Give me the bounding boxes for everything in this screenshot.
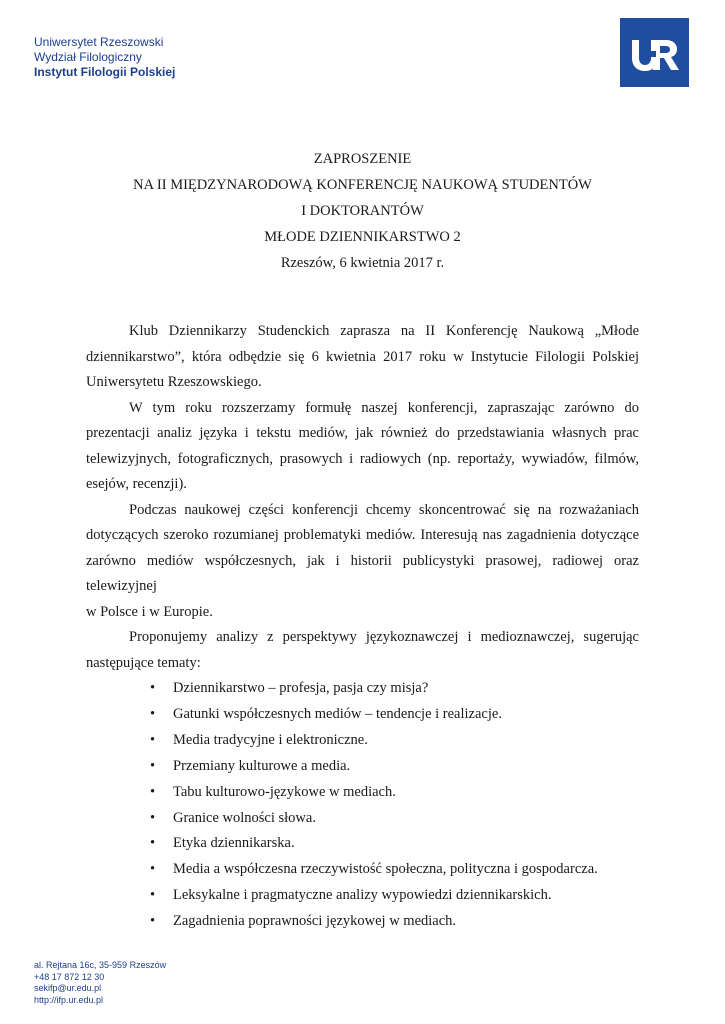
topic-text: Etyka dziennikarska. — [173, 835, 295, 852]
topic-text: Tabu kulturowo-językowe w mediach. — [173, 783, 396, 800]
university-name: Uniwersytet Rzeszowski — [34, 35, 164, 49]
university-logo — [620, 18, 689, 87]
bullet-icon: • — [150, 861, 156, 878]
topics-list — [86, 676, 639, 935]
letterhead — [34, 35, 175, 80]
footer-phone: +48 17 872 12 30 — [34, 971, 105, 982]
contact-footer — [34, 960, 166, 1006]
title-line-4: MŁODE DZIENNIKARSTWO 2 — [264, 229, 461, 245]
institute-name: Instytut Filologii Polskiej — [34, 65, 176, 79]
paragraph-formula: W tym roku rozszerzamy formułę naszej konferencji, zapraszając zarówno do prezentacji analiz języka i tekstu mediów, jak również do przedstawiania własnych prac telewizyjnych, fotograficznych, prasowych i radiowych (np. reportaży, wywiadów, filmów, esejów, recenzji). — [86, 399, 639, 492]
paragraph-topics-scope-cont: telewizyjnej — [86, 578, 157, 594]
list-item — [86, 806, 639, 832]
list-item — [86, 857, 639, 883]
bullet-icon: • — [150, 887, 156, 904]
paragraph-topics-scope-end: w Polsce i w Europie. — [86, 603, 213, 620]
bullet-icon: • — [150, 809, 156, 826]
bullet-icon: • — [150, 757, 156, 774]
ur-logo-icon — [620, 18, 689, 87]
list-item — [86, 883, 639, 909]
invitation-body — [86, 319, 639, 935]
bullet-icon: • — [150, 913, 156, 930]
list-item — [86, 831, 639, 857]
list-item — [86, 728, 639, 754]
footer-email[interactable]: sekifp@ur.edu.pl — [34, 983, 102, 993]
topic-text: Dziennikarstwo – profesja, pasja czy misja? — [173, 680, 429, 696]
faculty-name: Wydział Filologiczny — [34, 50, 142, 64]
topic-text: Zagadnienia poprawności językowej w mediach. — [173, 913, 457, 930]
bullet-icon: • — [150, 835, 156, 852]
list-item — [86, 702, 639, 728]
topic-text: Przemiany kulturowe a media. — [173, 757, 351, 774]
bullet-icon: • — [150, 680, 156, 696]
bullet-icon: • — [150, 705, 156, 722]
list-item — [86, 780, 639, 806]
list-item — [86, 909, 639, 935]
footer-address: al. Rejtana 16c, 35-959 Rzeszów — [34, 960, 167, 970]
paragraph-proposal: Proponujemy analizy z perspektywy językoznawczej i medioznawczej, sugerując następujące tematy: — [86, 629, 639, 671]
topic-text: Media tradycyjne i elektroniczne. — [173, 731, 368, 748]
list-item — [86, 754, 639, 780]
title-line-3: I DOKTORANTÓW — [301, 203, 424, 219]
footer-website-link[interactable]: http://ifp.ur.edu.pl — [34, 994, 104, 1005]
topic-text: Granice wolności słowa. — [173, 809, 316, 826]
topic-text: Gatunki współczesnych mediów – tendencje i realizacje. — [173, 705, 502, 722]
paragraph-topics-scope: Podczas naukowej części konferencji chcemy skoncentrować się na rozważaniach dotyczących szeroko rozumianej problematyki mediów. Interesują nas zagadnienia dotyczące zarówno mediów współczesnych, jak i historii publicystyki prasowej, radiowej oraz — [86, 501, 639, 569]
topic-text: Media a współczesna rzeczywistość społeczna, polityczna i gospodarcza. — [173, 861, 598, 878]
title-line-2: NA II MIĘDZYNARODOWĄ KONFERENCJĘ NAUKOWĄ STUDENTÓW — [133, 177, 592, 193]
topic-text: Leksykalne i pragmatyczne analizy wypowiedzi dziennikarskich. — [173, 887, 552, 904]
title-date-line: Rzeszów, 6 kwietnia 2017 r. — [280, 255, 445, 271]
bullet-icon: • — [150, 783, 156, 800]
bullet-icon: • — [150, 731, 156, 748]
paragraph-intro: Klub Dziennikarzy Studenckich zaprasza na II Konferencję Naukową „Młode dziennikarstwo”, która odbędzie się 6 kwietnia 2017 roku w Instytucie Filologii Polskiej Uniwersytetu Rzeszowskiego. — [86, 323, 639, 390]
title-line-1: ZAPROSZENIE — [313, 151, 412, 167]
list-item — [86, 676, 639, 702]
invitation-title — [0, 146, 725, 276]
